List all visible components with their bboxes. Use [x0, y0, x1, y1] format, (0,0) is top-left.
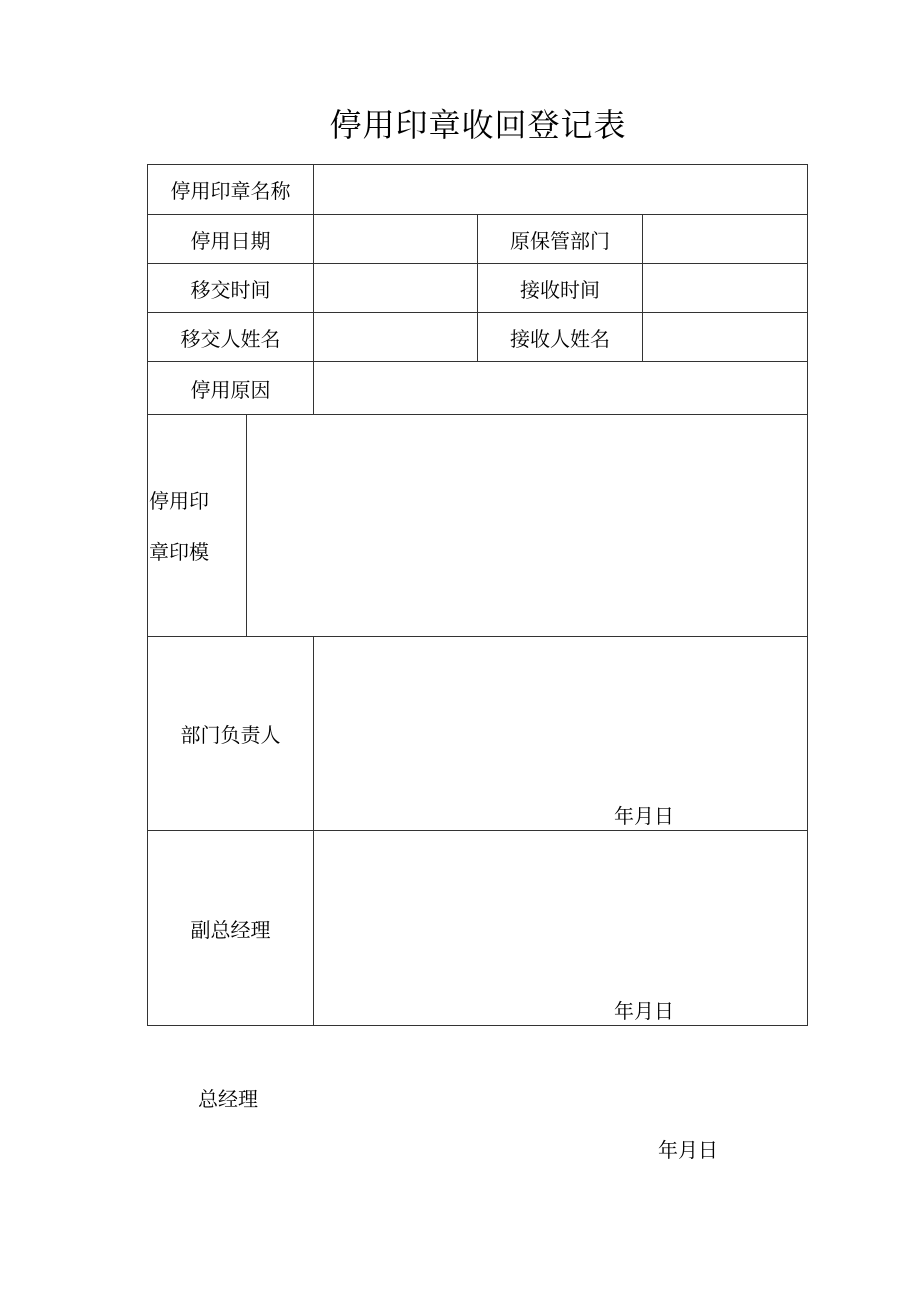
- dept-head-date-label: 年月日: [614, 804, 674, 828]
- dept-head-label-cell: [147, 636, 314, 831]
- stop-date-label-cell: [147, 214, 314, 264]
- impression-label-cell: [147, 414, 247, 637]
- impression-label-line2: 章印模: [149, 540, 209, 564]
- receive-time-label: 接收时间: [520, 277, 600, 302]
- seal-name-label-cell: [147, 164, 314, 215]
- vp-date-label: 年月日: [614, 999, 674, 1023]
- reason-label: 停用原因: [190, 377, 271, 402]
- seal-name-field[interactable]: [313, 164, 808, 215]
- dept-head-field[interactable]: [313, 636, 808, 831]
- vp-label-cell: [147, 830, 314, 1026]
- receiver-name-label-cell: [477, 312, 643, 362]
- handover-time-field[interactable]: [313, 263, 478, 313]
- impression-field[interactable]: [246, 414, 808, 637]
- receiver-name-label: 接收人姓名: [510, 326, 610, 351]
- stop-date-label: 停用日期: [190, 228, 271, 253]
- handover-person-label: 移交人姓名: [180, 326, 281, 351]
- vp-label: 副总经理: [190, 917, 271, 942]
- reason-label-cell: [147, 361, 314, 415]
- receiver-name-field[interactable]: [642, 312, 808, 362]
- orig-dept-label: 原保管部门: [510, 228, 610, 253]
- form-title: 停用印章收回登记表: [329, 106, 627, 144]
- handover-time-label-cell: [147, 263, 314, 313]
- handover-person-field[interactable]: [313, 312, 478, 362]
- handover-time-label: 移交时间: [190, 277, 271, 302]
- receive-time-label-cell: [477, 263, 643, 313]
- dept-head-label: 部门负责人: [180, 723, 281, 747]
- seal-name-label: 停用印章名称: [170, 179, 291, 203]
- orig-dept-field[interactable]: [642, 214, 808, 264]
- orig-dept-label-cell: [477, 214, 643, 264]
- reason-field[interactable]: [313, 361, 808, 415]
- impression-label-line1: 停用印: [149, 489, 209, 513]
- gm-label: 总经理: [198, 1087, 258, 1111]
- vp-field[interactable]: [313, 830, 808, 1026]
- handover-person-label-cell: [147, 312, 314, 362]
- receive-time-field[interactable]: [642, 263, 808, 313]
- stop-date-field[interactable]: [313, 214, 478, 264]
- gm-date-label: 年月日: [658, 1138, 718, 1162]
